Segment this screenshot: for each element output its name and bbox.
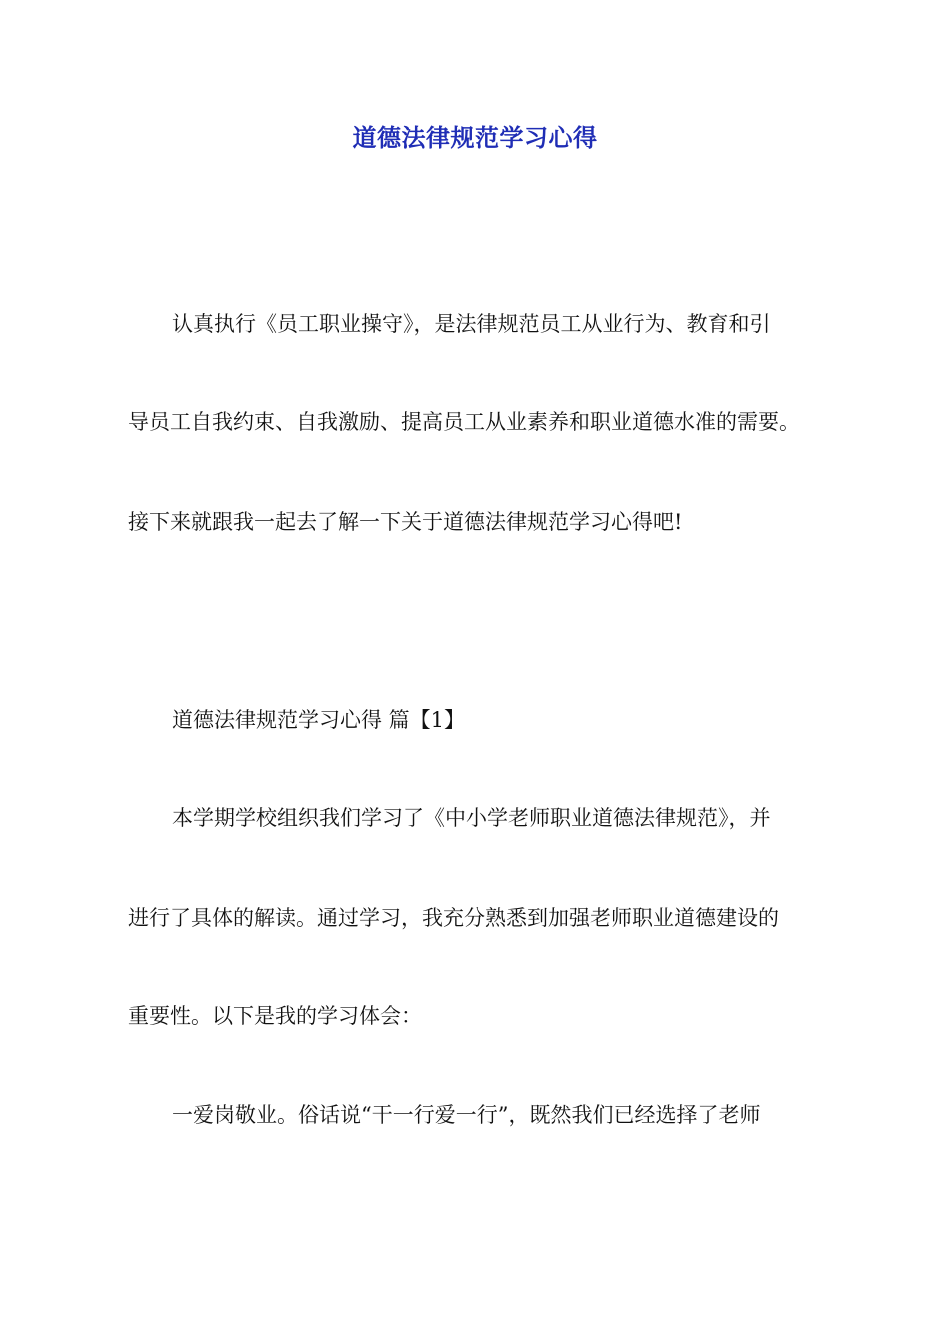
body-line-4: 一爱岗敬业。俗话说“干一行爱一行”，既然我们已经选择了老师 xyxy=(172,1103,761,1127)
intro-line-3: 接下来就跟我一起去了解一下关于道德法律规范学习心得吧! xyxy=(128,510,683,534)
intro-line-1: 认真执行《员工职业操守》，是法律规范员工从业行为、教育和引 xyxy=(172,312,771,336)
body-line-2: 进行了具体的解读。通过学习，我充分熟悉到加强老师职业道德建设的 xyxy=(128,906,779,930)
body-line-1: 本学期学校组织我们学习了《中小学老师职业道德法律规范》，并 xyxy=(172,806,771,830)
document-title: 道德法律规范学习心得 xyxy=(352,124,598,152)
body-line-3: 重要性。以下是我的学习体会： xyxy=(128,1004,422,1028)
section-heading: 道德法律规范学习心得 篇【1】 xyxy=(172,708,466,732)
intro-line-2: 导员工自我约束、自我激励、提高员工从业素养和职业道德水准的需要。 xyxy=(128,410,800,434)
